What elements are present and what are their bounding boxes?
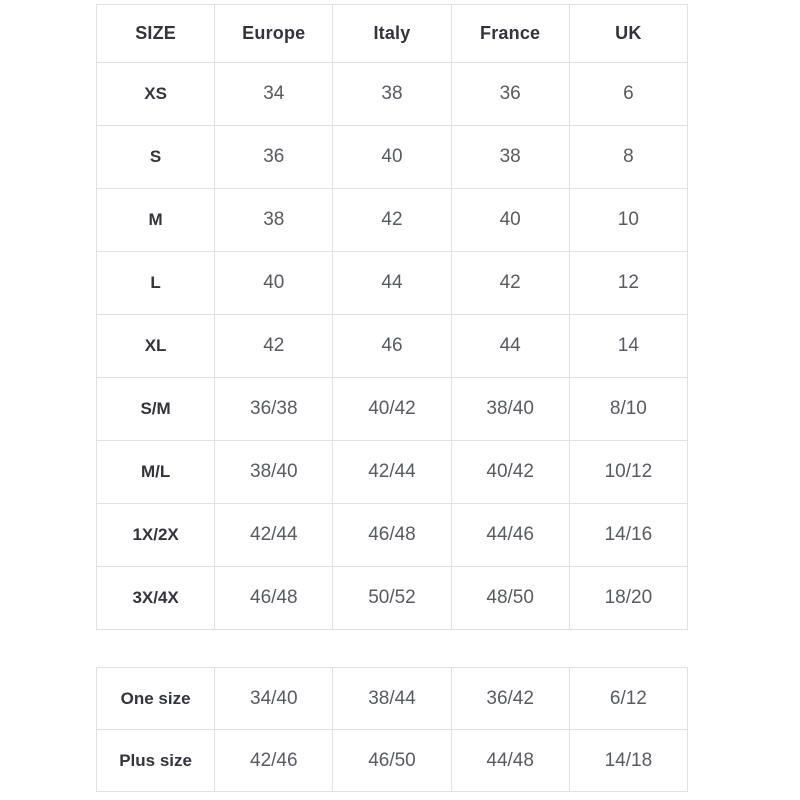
- row-label: L: [97, 252, 215, 315]
- table-row: [97, 668, 688, 730]
- size-value-cell: 42: [215, 315, 333, 378]
- size-value-cell: 42: [333, 189, 451, 252]
- size-value-cell: 42/46: [215, 730, 333, 792]
- special-size-table: [96, 667, 688, 792]
- size-value-cell: 38/40: [215, 441, 333, 504]
- size-value-cell: 44/46: [451, 504, 569, 567]
- size-value-cell: 38: [333, 63, 451, 126]
- table-row: [97, 441, 688, 504]
- size-value-cell: 8: [569, 126, 687, 189]
- row-label: Plus size: [97, 730, 215, 792]
- size-value-cell: 34/40: [215, 668, 333, 730]
- table-row: [97, 567, 688, 630]
- size-value-cell: 46/50: [333, 730, 451, 792]
- size-value-cell: 50/52: [333, 567, 451, 630]
- table-row: [97, 126, 688, 189]
- main-size-table-container: [96, 4, 688, 630]
- size-table-header: [97, 5, 688, 63]
- table-row: [97, 378, 688, 441]
- size-value-cell: 10/12: [569, 441, 687, 504]
- size-value-cell: 44: [451, 315, 569, 378]
- size-value-cell: 6: [569, 63, 687, 126]
- row-label: M/L: [97, 441, 215, 504]
- size-value-cell: 40: [333, 126, 451, 189]
- size-value-cell: 14: [569, 315, 687, 378]
- special-size-table-container: [96, 667, 688, 792]
- row-label: One size: [97, 668, 215, 730]
- size-value-cell: 8/10: [569, 378, 687, 441]
- size-value-cell: 14/16: [569, 504, 687, 567]
- table-row: [97, 504, 688, 567]
- size-value-cell: 40/42: [451, 441, 569, 504]
- table-row: [97, 63, 688, 126]
- size-value-cell: 42/44: [333, 441, 451, 504]
- row-label: XL: [97, 315, 215, 378]
- table-row: [97, 252, 688, 315]
- size-value-cell: 44/48: [451, 730, 569, 792]
- size-value-cell: 46/48: [333, 504, 451, 567]
- size-value-cell: 10: [569, 189, 687, 252]
- row-label: 3X/4X: [97, 567, 215, 630]
- size-table-body: [97, 63, 688, 630]
- row-label: M: [97, 189, 215, 252]
- size-conversion-table: [96, 4, 688, 630]
- size-value-cell: 40/42: [333, 378, 451, 441]
- special-size-table-body: [97, 668, 688, 792]
- size-value-cell: 36: [451, 63, 569, 126]
- column-header: Europe: [215, 5, 333, 63]
- size-value-cell: 6/12: [569, 668, 687, 730]
- size-value-cell: 46: [333, 315, 451, 378]
- size-value-cell: 36/38: [215, 378, 333, 441]
- size-value-cell: 34: [215, 63, 333, 126]
- size-value-cell: 40: [215, 252, 333, 315]
- row-label: 1X/2X: [97, 504, 215, 567]
- size-value-cell: 38: [451, 126, 569, 189]
- size-value-cell: 40: [451, 189, 569, 252]
- row-label: S/M: [97, 378, 215, 441]
- column-header: Italy: [333, 5, 451, 63]
- size-value-cell: 12: [569, 252, 687, 315]
- size-value-cell: 18/20: [569, 567, 687, 630]
- size-value-cell: 36/42: [451, 668, 569, 730]
- size-value-cell: 42: [451, 252, 569, 315]
- table-row: [97, 730, 688, 792]
- size-value-cell: 36: [215, 126, 333, 189]
- table-row: [97, 315, 688, 378]
- size-value-cell: 38: [215, 189, 333, 252]
- row-label: XS: [97, 63, 215, 126]
- column-header: France: [451, 5, 569, 63]
- size-value-cell: 14/18: [569, 730, 687, 792]
- size-value-cell: 48/50: [451, 567, 569, 630]
- size-value-cell: 42/44: [215, 504, 333, 567]
- column-header: SIZE: [97, 5, 215, 63]
- size-value-cell: 46/48: [215, 567, 333, 630]
- header-row: [97, 5, 688, 63]
- column-header: UK: [569, 5, 687, 63]
- size-value-cell: 38/44: [333, 668, 451, 730]
- row-label: S: [97, 126, 215, 189]
- table-row: [97, 189, 688, 252]
- size-value-cell: 44: [333, 252, 451, 315]
- size-value-cell: 38/40: [451, 378, 569, 441]
